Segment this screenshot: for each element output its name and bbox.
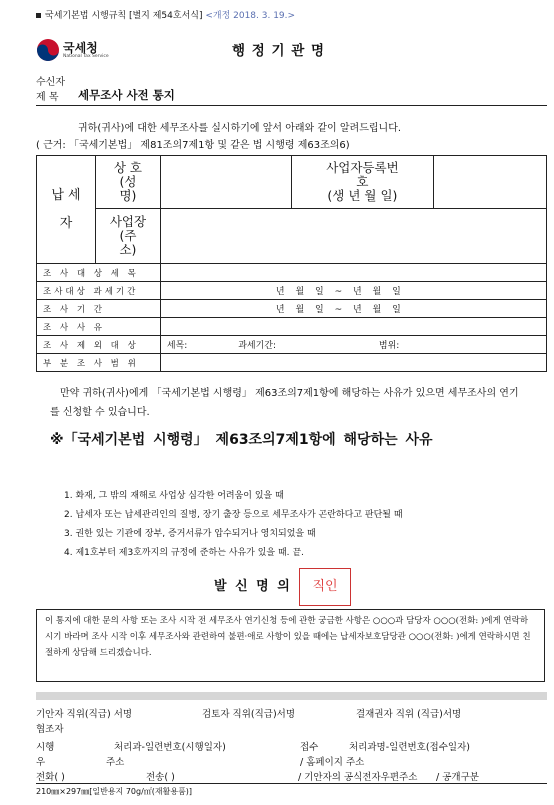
exclusion-tax-item: 세목:	[166, 341, 188, 351]
reg-no-value	[434, 156, 547, 209]
inquiry-box	[36, 609, 545, 682]
reg-no-label: 사업자등록번 호 (생 년 월 일)	[291, 156, 434, 209]
reviewer: 검토자 직위(직급)서명	[202, 709, 296, 720]
reason-item: 1. 화재, 그 밖의 재해로 사업상 심각한 어려움이 있을 때	[64, 491, 284, 501]
row-value	[160, 264, 546, 282]
footer-enforce	[36, 739, 470, 753]
footer-band	[36, 692, 547, 700]
public-label: / 공개구분	[436, 772, 479, 783]
taegeuk-logo-icon	[36, 38, 60, 62]
row-value	[160, 336, 546, 354]
taxpayer-label-top: 납 세	[51, 187, 81, 203]
reason-item: 4. 제1호부터 제3호까지의 규정에 준하는 사유가 있을 때. 끝.	[64, 548, 304, 558]
exclusion-scope: 범위:	[378, 341, 400, 351]
email-label: / 기안자의 공식전자우편주소	[298, 772, 418, 783]
approver: 결재권자 직위 (직급)서명	[356, 709, 462, 720]
phone-label: 전화( )	[36, 772, 65, 783]
intro-text: 귀하(귀사)에 대한 세무조사를 실시하기에 앞서 아래와 같이 알려드립니다.	[78, 123, 402, 134]
form-ref: 국세기본법 시행규칙 [별지 제54호서식]	[45, 11, 203, 21]
name-label: 상 호 (성 명)	[95, 156, 160, 209]
form-header	[36, 8, 295, 21]
square-bullet-icon	[36, 13, 41, 18]
recipient-label: 수신자	[36, 77, 65, 88]
revision-date: <개정 2018. 3. 19.>	[205, 11, 296, 21]
notice-table	[36, 155, 547, 372]
row-label: 조사대상 과세기간	[37, 282, 161, 300]
cooperator: 협조자	[36, 724, 64, 735]
footer-signers	[36, 706, 462, 720]
row-label: 조 사 제 외 대 상	[37, 336, 161, 354]
reason-item: 2. 납세자 또는 납세관리인의 질병, 장기 출장 등으로 세무조사가 곤란하다고 판단될 때	[64, 510, 403, 520]
row-label: 부 분 조 사 범 위	[37, 354, 161, 372]
receipt-number: 처리과명-일련번호(접수일자)	[349, 742, 470, 753]
note-heading: ※「국세기본법 시행령」 제63조의7제1항에 해당하는 사유	[50, 432, 433, 448]
taxpayer-label	[37, 156, 96, 264]
row-label: 조 사 사 유	[37, 318, 161, 336]
seal-text: 직인	[312, 579, 338, 594]
receipt-label: 접수	[300, 742, 319, 753]
divider	[36, 105, 547, 106]
row-value: 년 월 일 ~ 년 월 일	[160, 282, 546, 300]
postpone-text: 만약 귀하(귀사)에게 「국세기본법 시행령」 제63조의7제1항에 해당하는 사유가 있으면 세무조사의 연기를 신청할 수 있습니다.	[50, 388, 519, 418]
homepage-label: / 홈페이지 주소	[300, 757, 365, 768]
paper-spec: 210㎜×297㎜[일반용지 70g/㎡(재활용품)]	[36, 787, 193, 796]
zip-label: 우	[36, 757, 46, 768]
logo-subtext: National Tax Service	[63, 54, 109, 59]
exclusion-period: 과세기간:	[238, 341, 277, 351]
row-value	[160, 354, 546, 372]
drafter: 기안자 직위(직급) 서명	[36, 709, 133, 720]
fax-label: 전송( )	[146, 772, 175, 783]
agency-title: 행 정 기 관 명	[232, 43, 326, 59]
row-value: 년 월 일 ~ 년 월 일	[160, 300, 546, 318]
enforce-label: 시행	[36, 742, 55, 753]
sender-label: 발 신 명 의	[214, 579, 292, 594]
enforce-number: 처리과-일련번호(시행일자)	[114, 742, 226, 753]
footer-contact	[36, 769, 479, 783]
reasons-list	[64, 487, 403, 563]
footer-divider	[36, 783, 547, 784]
row-label: 조 사 기 간	[37, 300, 161, 318]
address-label: 사업장 (주 소)	[95, 209, 160, 264]
row-value	[160, 318, 546, 336]
inquiry-text: 이 통지에 대한 문의 사항 또는 조사 시작 전 세무조사 연기신청 등에 관한 궁금한 사항은 ○○○과 담당자 ○○○(전화: )에게 연락하시기 바라며 조사 시작 이후 세무조사와 관련하여 불편·애로 사항이 있을 때에는 납세자보호담당관 ○○○(전화: )에게 연락하시면 친절하게 상담해 드리겠습니다.	[45, 616, 531, 658]
basis-text: ( 근거: 「국세기본법」 제81조의7제1항 및 같은 법 시행령 제63조의6)	[36, 140, 350, 151]
subject-label: 제 목	[36, 92, 59, 103]
logo-text: 국세청	[63, 41, 98, 55]
taxpayer-label-bottom: 자	[59, 215, 73, 231]
official-seal	[299, 568, 351, 606]
address-label-footer: 주소	[106, 757, 125, 768]
reason-item: 3. 권한 있는 기관에 장부, 증거서류가 압수되거나 영치되었을 때	[64, 529, 316, 539]
subject-value: 세무조사 사전 통지	[78, 88, 175, 102]
footer-address	[36, 754, 365, 768]
name-value	[160, 156, 291, 209]
row-label: 조 사 대 상 세 목	[37, 264, 161, 282]
address-value	[160, 209, 546, 264]
